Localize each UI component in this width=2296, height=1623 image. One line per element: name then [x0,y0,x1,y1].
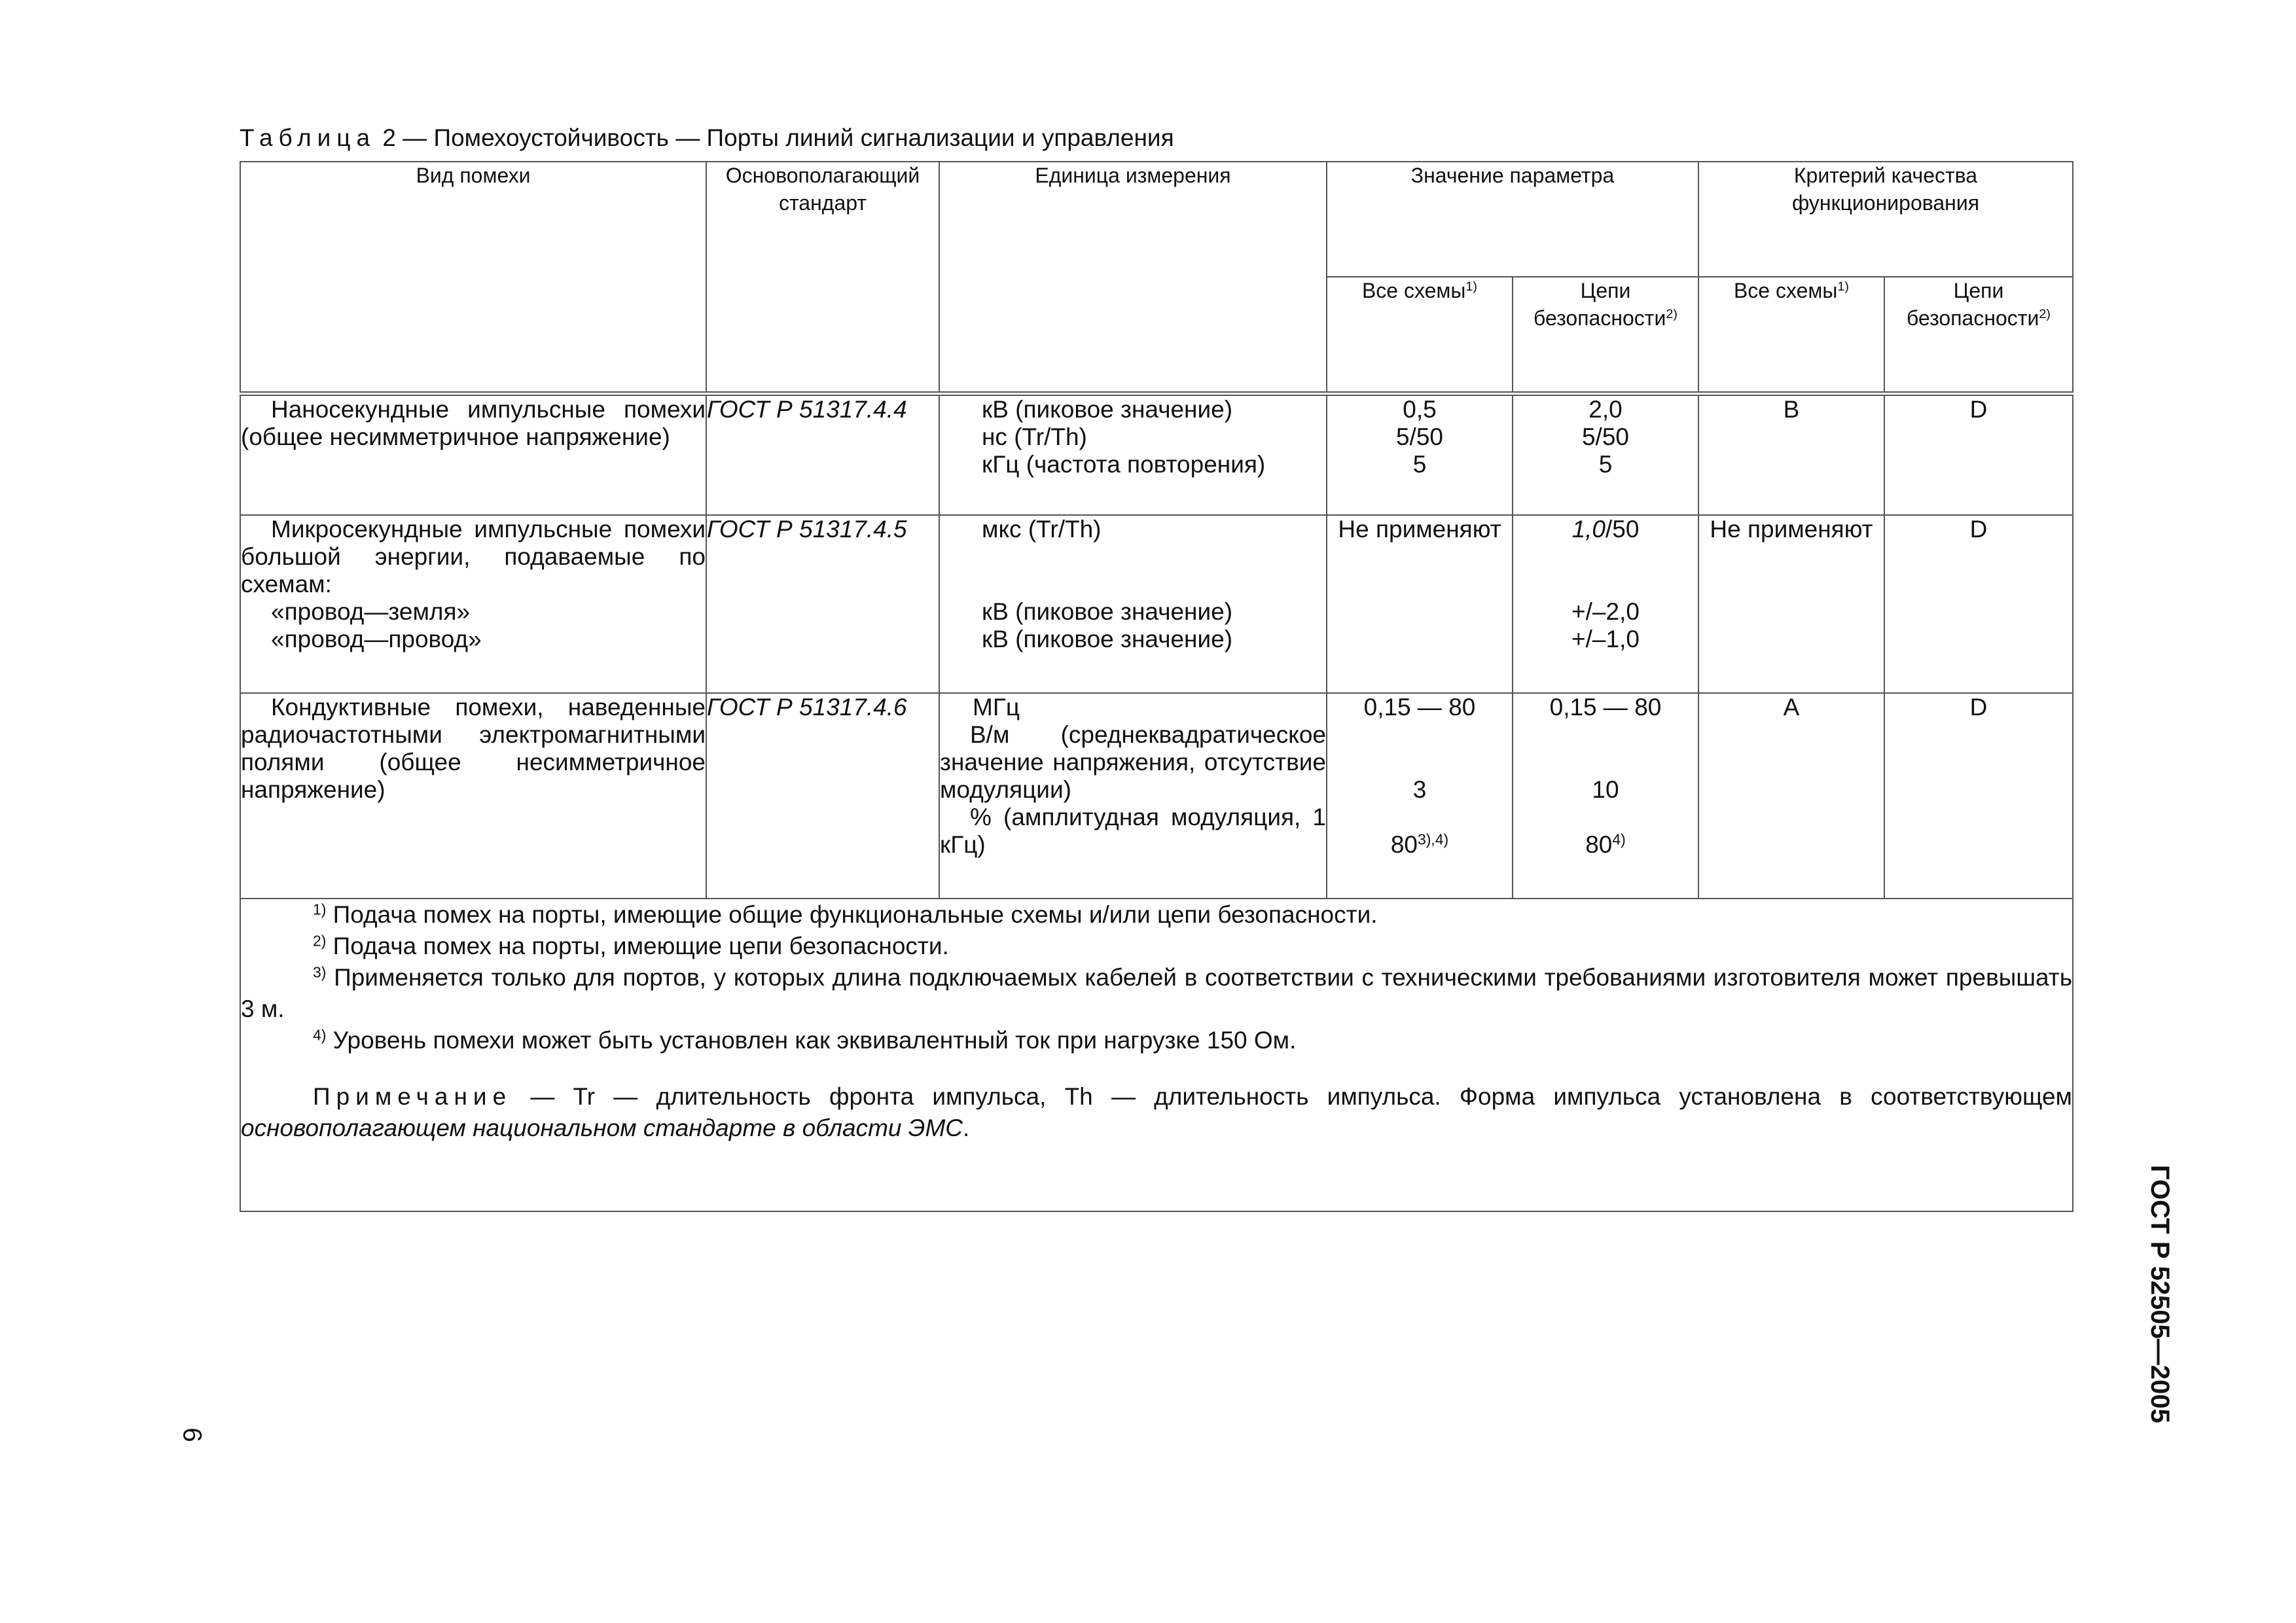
cell-criteria-safety: D [1884,515,2073,693]
note-end: . [963,1115,970,1141]
cell-standard: ГОСТ Р 51317.4.5 [706,515,939,693]
footnote-ref: 2) [1666,306,1677,321]
cell-value-safety [1513,393,1698,515]
header-unit: Единица измерения [939,162,1327,393]
cell-value-safety [1513,515,1698,693]
header-all-label: Все схемы [1361,279,1466,302]
cell-value-all [1327,693,1513,899]
unit-line: кВ (пиковое значение) [982,626,1233,652]
table-row [240,515,2073,693]
footnotes-cell [240,899,2073,1211]
footnote-text: Подача помех на порты, имеющие цепи безопасности. [326,933,949,959]
value-line: 0,15 — 80 [1549,694,1662,721]
unit-line: В/м (среднеквадратическое значение напряжения, отсутствие модуляции) [940,721,1326,803]
cell-type: Кондуктивные помехи, наведенные радиочастотными электромагнитными полями (общее несимметричное напряжение) [240,693,706,899]
immunity-table [240,161,2073,1212]
footnote-text: Подача помех на порты, имеющие общие функциональные схемы и/или цепи безопасности. [326,901,1378,928]
cell-value-safety [1513,693,1698,899]
unit-line: МГц [973,694,1020,721]
footnote [241,962,2072,1025]
cell-value-all: Не применяют [1327,515,1513,693]
value-line: 0,15 — 80 [1363,694,1476,721]
cell-value-all [1327,393,1513,515]
caption-label: Таблица [240,124,376,151]
footnote-mark: 2) [313,932,327,950]
value-line: 5 [1598,450,1613,478]
footnote-ref: 4) [1612,830,1626,848]
value-line: 5/50 [1581,423,1629,450]
cell-standard: ГОСТ Р 51317.4.4 [706,393,939,515]
header-criteria-group: Критерий качества функционирования [1698,162,2073,277]
header-value-all [1327,277,1513,393]
footnote-ref: 3),4) [1417,830,1449,848]
value-line: +/–2,0 [1571,598,1640,625]
type-item: «провод—земля» [271,598,471,625]
cell-unit [939,393,1327,515]
value-line [1513,516,1698,543]
value-number: 80 [1390,831,1418,858]
cell-criteria-all: B [1698,393,1884,515]
type-text: Микросекундные импульсные помехи большой энергии, подаваемые по схемам: [241,516,706,597]
caption-text: 2 — Помехоустойчивость — Порты линий сигнализации и управления [376,124,1174,151]
table-row [240,693,2073,899]
value-number: 80 [1585,831,1613,858]
unit-line: кВ (пиковое значение) [982,598,1233,625]
footnote-text: Применяется только для портов, у которых длина подключаемых кабелей в соответствии с техническими требованиями изготовителя может превышать 3 м. [241,964,2072,1022]
cell-type [240,515,706,693]
footnote-mark: 4) [313,1026,327,1044]
cell-criteria-all: A [1698,693,1884,899]
footnote-ref: 1) [1465,279,1478,294]
header-safety-label: Цепи безопасности [1907,279,2039,330]
value-line: +/–1,0 [1571,626,1640,652]
value-line: 5/50 [1395,423,1443,450]
value-line [1327,831,1512,859]
footnote [241,1025,2072,1056]
footnote-mark: 3) [313,963,327,981]
value-line: 10 [1592,776,1619,803]
cell-unit [939,515,1327,693]
header-criteria-all [1698,277,1884,393]
footnote [241,899,2072,931]
note-text: — Tr — длительность фронта импульса, Th — длительность импульса. Форма импульса установлена в соответствующем [512,1083,2072,1110]
value-line: 5 [1412,450,1427,478]
note-label: Примечание [313,1083,512,1110]
value-rest: /50 [1605,516,1640,543]
cell-standard: ГОСТ Р 51317.4.6 [706,693,939,899]
value-line: 3 [1412,776,1427,803]
cell-unit [939,693,1327,899]
footnote [241,931,2072,962]
footnote-ref: 1) [1837,279,1850,294]
document-standard-title: ГОСТ Р 52505—2005 [2145,1165,2174,1423]
header-standard: Основополагающий стандарт [706,162,939,393]
header-criteria-safety [1884,277,2073,393]
cell-criteria-all: Не применяют [1698,515,1884,693]
header-type: Вид помехи [240,162,706,393]
unit-line: кГц (частота повторения) [982,450,1266,478]
type-item: «провод—провод» [271,626,482,652]
header-all-label: Все схемы [1733,279,1838,302]
value-line [1513,831,1698,859]
unit-line: нс (Tr/Th) [982,423,1087,450]
cell-criteria-safety: D [1884,393,2073,515]
unit-line: % (амплитудная модуляция, 1 кГц) [940,804,1326,858]
table-row [240,393,2073,515]
value-line: 2,0 [1588,395,1623,423]
footnote-ref: 2) [2039,306,2051,321]
header-safety-label: Цепи безопасности [1534,279,1666,330]
value-line: 0,5 [1403,395,1437,423]
footnote-mark: 1) [313,901,327,918]
unit-line: кВ (пиковое значение) [982,395,1233,423]
table-caption [240,124,1174,152]
table-note [241,1081,2072,1144]
unit-line: мкс (Tr/Th) [982,516,1102,543]
header-value-safety [1513,277,1698,393]
value-italic: 1,0 [1571,516,1605,543]
note-italic: основополагающем национальном стандарте в области ЭМС [241,1115,963,1141]
footnote-text: Уровень помехи может быть установлен как эквивалентный ток при нагрузке 150 Ом. [326,1027,1297,1054]
page-number: 6 [177,1427,207,1442]
cell-type: Наносекундные импульсные помехи (общее несимметричное напряжение) [240,393,706,515]
cell-criteria-safety: D [1884,693,2073,899]
header-value-group: Значение параметра [1327,162,1698,277]
